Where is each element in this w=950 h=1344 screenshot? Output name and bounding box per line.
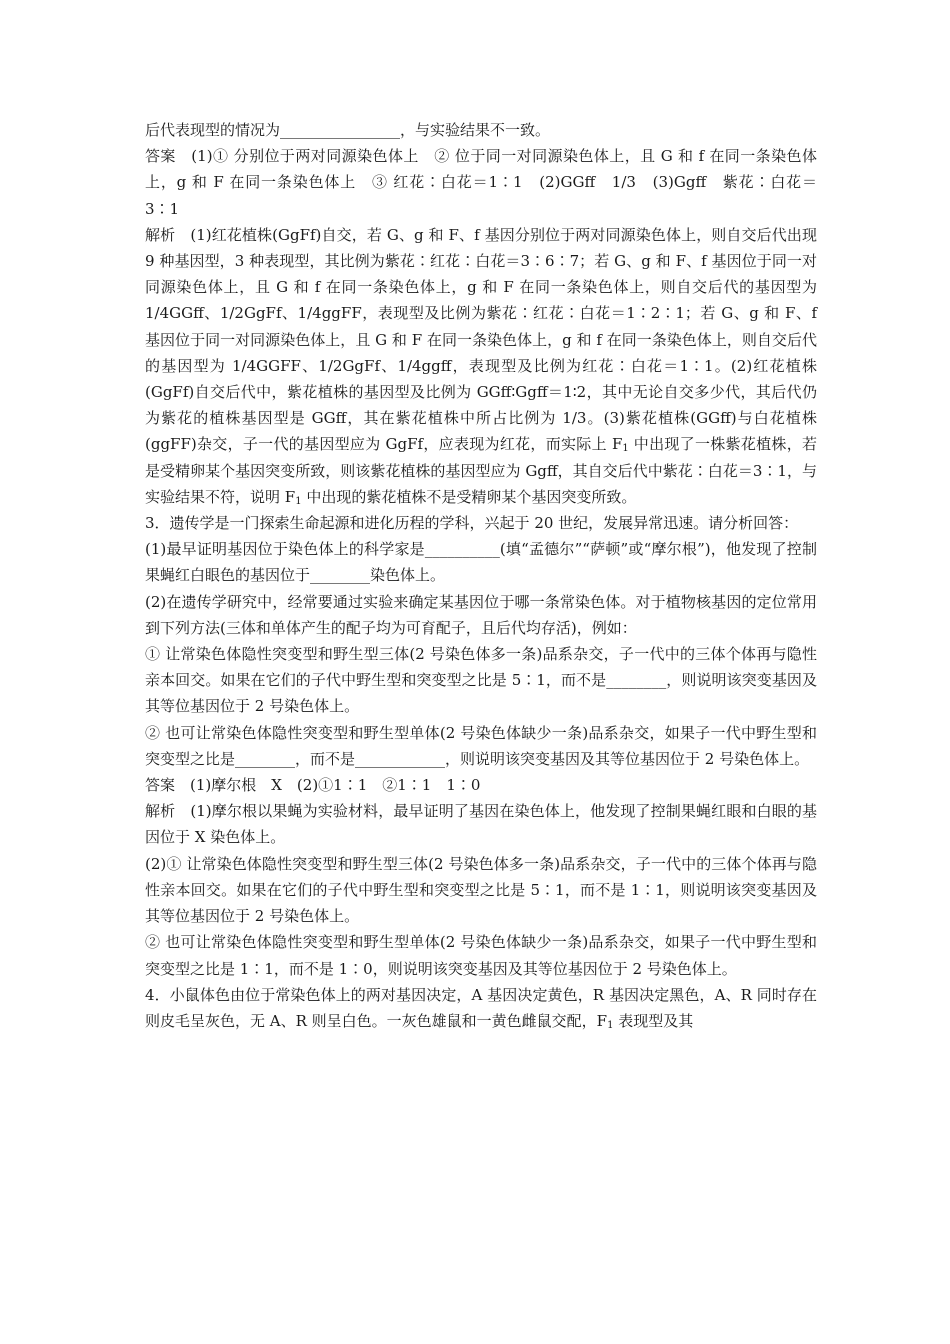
document-body	[145, 117, 817, 1034]
answer-q2: 答案 (1)① 分别位于两对同源染色体上 ② 位于同一对同源染色体上，且 G 和 f 在同一条染色体上，g 和 F 在同一条染色体上 ③ 红花∶白花＝1∶1 (2)GGff 1/3 (3)Ggff 紫花∶白花＝3∶1	[145, 147, 817, 218]
question-4-intro: 4．小鼠体色由位于常染色体上的两对基因决定，A 基因决定黄色，R 基因决定黑色，A、R 同时存在则皮毛呈灰色，无 A、R 则呈白色。一灰色雄鼠和一黄色雌鼠交配，$F_1$ 表现型及其	[145, 985, 817, 1031]
analysis-q2: 解析 (1)红花植株(GgFf)自交，若 G、g 和 F、f 基因分别位于两对同源染色体上，则自交后代出现 9 种基因型，3 种表现型，其比例为紫花∶红花∶白花＝3∶6∶7；若 G、g 和 F、f 基因位于同一对同源染色体上，且 G 和 f 在同一条染色体上，g 和 F 在同一条染色体上，则自交后代的基因型为 1/4GGff、1/2GgFf、1/4ggFF，表现型及比例为紫花∶红花∶白花＝1∶2∶1；若 G、g 和 F、f 基因位于同一对同源染色体上，且 G 和 F 在同一条染色体上，g 和 f 在同一条染色体上，则自交后代的基因型为 1/4GGFF、1/2GgFf、1/4ggff，表现型及比例为红花∶白花＝1∶1。(2)红花植株(GgFf)自交后代中，紫花植株的基因型及比例为 GGff∶Ggff＝1∶2，其中无论自交多少代，其后代仍为紫花的植株基因型是 GGff，其在紫花植株中所占比例为 1/3。(3)紫花植株(GGff)与白花植株(ggFF)杂交，子一代的基因型应为 GgFf，应表现为红花，而实际上 $F_1$ 中出现了一株紫花植株，若是受精卵某个基因突变所致，则该紫花植株的基因型应为 Ggff，其自交后代中紫花∶白花＝3∶1，与实验结果不符，说明 $F_1$ 中出现的紫花植株不是受精卵某个基因突变所致。	[145, 225, 817, 507]
answer-q3: 答案 (1)摩尔根 X (2)①1∶1 ②1∶1 1∶0	[145, 776, 481, 795]
question-3-part-1: (1)最早证明基因位于染色体上的科学家是__________(填“孟德尔”“萨顿”或“摩尔根”)，他发现了控制果蝇红白眼色的基因位于________染色体上。	[145, 540, 817, 585]
question-3-part-2: (2)在遗传学研究中，经常要通过实验来确定某基因位于哪一条常染色体。对于植物核基因的定位常用到下列方法(三体和单体产生的配子均为可育配子，且后代均存活)，例如：	[145, 592, 817, 637]
paragraph-result-mismatch: 后代表现型的情况为________________，与实验结果不一致。	[145, 121, 551, 139]
analysis-q3-part-2-item-1: (2)① 让常染色体隐性突变型和野生型三体(2 号染色体多一条)品系杂交，子一代中的三体个体再与隐性亲本回交。如果在它们的子代中野生型和突变型之比是 5∶1，而不是 1∶1，则说明该突变基因及其等位基因位于 2 号染色体上。	[145, 854, 817, 926]
question-3-intro: 3．遗传学是一门探索生命起源和进化历程的学科，兴起于 20 世纪，发展异常迅速。请分析回答：	[145, 514, 799, 533]
analysis-q3-part-2-item-2: ② 也可让常染色体隐性突变型和野生型单体(2 号染色体缺少一条)品系杂交，如果子一代中野生型和突变型之比是 1∶1，而不是 1∶0，则说明该突变基因及其等位基因位于 2 号染色体上。	[145, 933, 817, 978]
question-3-part-2-item-1: ① 让常染色体隐性突变型和野生型三体(2 号染色体多一条)品系杂交，子一代中的三体个体再与隐性亲本回交。如果在它们的子代中野生型和突变型之比是 5∶1，而不是________，则说明该突变基因及其等位基因位于 2 号染色体上。	[145, 645, 817, 716]
question-3-part-2-item-2: ② 也可让常染色体隐性突变型和野生型单体(2 号染色体缺少一条)品系杂交，如果子一代中野生型和突变型之比是________，而不是____________，则说明该突变基因及其等位基因位于 2 号染色体上。	[145, 723, 817, 768]
analysis-q3-part-1: 解析 (1)摩尔根以果蝇为实验材料，最早证明了基因在染色体上，他发现了控制果蝇红眼和白眼的基因位于 X 染色体上。	[145, 802, 817, 847]
